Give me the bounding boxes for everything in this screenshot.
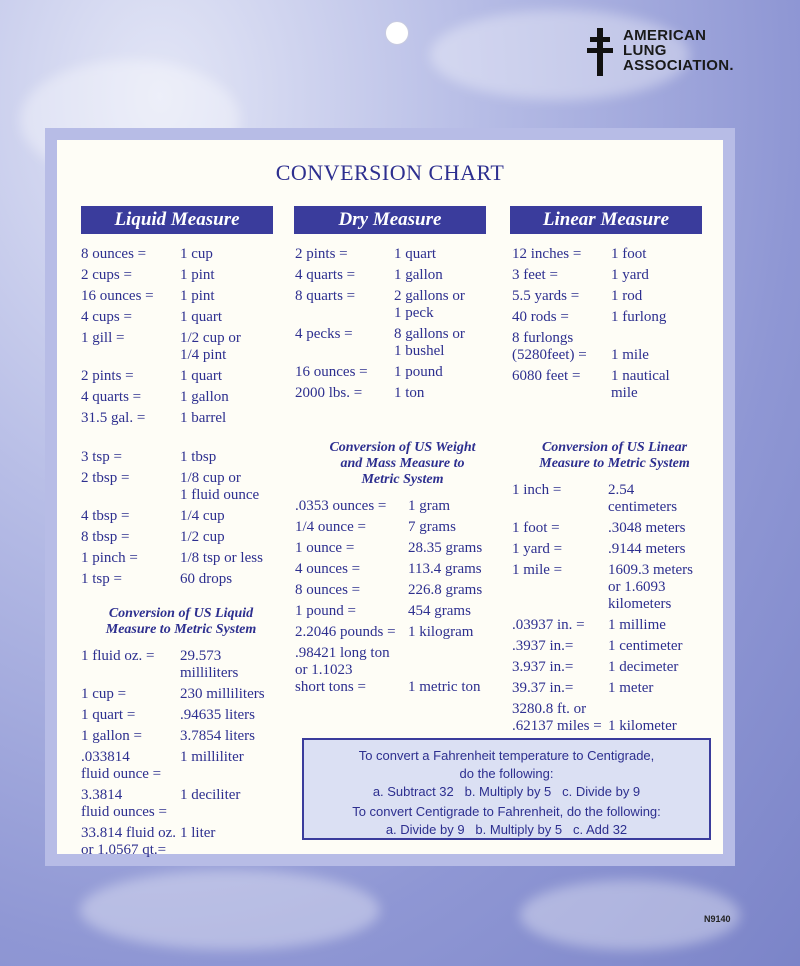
conversion-row xyxy=(81,787,281,821)
to-unit: 1 quart xyxy=(394,246,437,262)
conversion-row xyxy=(295,540,510,557)
conversion-row xyxy=(81,368,281,385)
conversion-row xyxy=(81,309,281,326)
liquid-basic-list xyxy=(81,246,281,427)
from-unit: 1 mile = xyxy=(512,562,563,578)
liquid-metric-list xyxy=(81,648,281,859)
from-unit: 1 foot = xyxy=(512,520,560,536)
linear-basic-list xyxy=(512,246,717,402)
from-unit: .0353 ounces = xyxy=(295,498,387,514)
conversion-row xyxy=(81,246,281,263)
to-unit: 29.573 milliliters xyxy=(180,648,239,681)
from-unit: 2.2046 pounds = xyxy=(295,624,396,640)
to-unit: 1 kilometer xyxy=(608,718,677,734)
conversion-row xyxy=(295,603,510,620)
logo-line-2: LUNG xyxy=(623,42,667,59)
to-unit: 1 mile xyxy=(611,347,649,363)
from-unit: .3937 in.= xyxy=(512,638,574,654)
from-unit: 8 furlongs (5280feet) = xyxy=(512,330,587,363)
to-unit: 1 gallon xyxy=(394,267,443,283)
from-unit: 3.3814 fluid ounces = xyxy=(81,787,167,820)
from-unit: 16 ounces = xyxy=(295,364,368,380)
from-unit: 8 ounces = xyxy=(81,246,147,262)
to-unit: 1/4 cup xyxy=(180,508,225,524)
to-unit: 1 pint xyxy=(180,288,215,304)
to-unit: 1 deciliter xyxy=(180,787,241,803)
dry-basic-list xyxy=(295,246,510,402)
chart-title: CONVERSION CHART xyxy=(275,160,505,185)
form-code: N9140 xyxy=(704,914,731,924)
to-unit: 1 pint xyxy=(180,267,215,283)
to-unit: 454 grams xyxy=(408,603,471,619)
from-unit: 39.37 in.= xyxy=(512,680,574,696)
to-unit: 1 furlong xyxy=(611,309,667,325)
conversion-row xyxy=(295,624,510,641)
temp-line-4: To convert Centigrade to Fahrenheit, do the following: xyxy=(352,804,661,819)
to-unit: 28.35 grams xyxy=(408,540,483,556)
from-unit: 1 cup = xyxy=(81,686,127,702)
to-unit: 1 meter xyxy=(608,680,654,696)
from-unit: .98421 long ton or 1.1023 short tons = xyxy=(295,645,390,695)
conversion-row xyxy=(512,246,717,263)
to-unit: 1/2 cup xyxy=(180,529,225,545)
from-unit: 33.814 fluid oz. or 1.0567 qt.= xyxy=(81,825,176,858)
from-unit: 2 pints = xyxy=(295,246,348,262)
conversion-row xyxy=(512,288,717,305)
conversion-row xyxy=(81,686,281,703)
to-unit: 60 drops xyxy=(180,571,233,587)
conversion-row xyxy=(295,267,510,284)
from-unit: 1 quart = xyxy=(81,707,136,723)
to-unit: 1 quart xyxy=(180,309,223,325)
conversion-row xyxy=(512,309,717,326)
from-unit: 1 pound = xyxy=(295,603,356,619)
to-unit: 1 nautical mile xyxy=(611,368,670,401)
logo-text xyxy=(623,28,734,73)
conversion-row xyxy=(512,680,717,697)
to-unit: 1/2 cup or 1/4 pint xyxy=(180,330,241,363)
conversion-row xyxy=(81,267,281,284)
temp-line-3: a. Subtract 32 b. Multiply by 5 c. Divide by 9 xyxy=(372,784,641,799)
from-unit: 2000 lbs. = xyxy=(295,385,363,401)
conversion-row xyxy=(81,571,281,588)
from-unit: 4 tbsp = xyxy=(81,508,130,524)
from-unit: 8 ounces = xyxy=(295,582,361,598)
conversion-row xyxy=(81,449,281,466)
conversion-row xyxy=(295,519,510,536)
linear-measure-header: Linear Measure xyxy=(510,206,702,234)
conversion-row xyxy=(512,638,717,655)
conversion-row xyxy=(512,617,717,634)
from-unit: 8 quarts = xyxy=(295,288,356,304)
conversion-row xyxy=(81,288,281,305)
logo-line-1: AMERICAN xyxy=(623,27,707,44)
to-unit: 1 liter xyxy=(180,825,216,841)
dry-measure-header: Dry Measure xyxy=(294,206,486,234)
temp-line-2: do the following: xyxy=(459,766,554,781)
conversion-row xyxy=(512,562,717,613)
to-unit: 1 milliliter xyxy=(180,749,244,765)
conversion-row xyxy=(81,749,281,783)
conversion-row xyxy=(295,561,510,578)
to-unit: 2 gallons or 1 peck xyxy=(394,288,465,321)
card-inner xyxy=(57,140,723,858)
to-unit: 1 cup xyxy=(180,246,213,262)
liquid-column xyxy=(81,246,281,863)
conversion-row xyxy=(81,550,281,567)
conversion-row xyxy=(512,520,717,537)
conversion-row xyxy=(512,701,717,735)
to-unit: 1 pound xyxy=(394,364,443,380)
conversion-row xyxy=(512,330,717,364)
liquid-measure-header: Liquid Measure xyxy=(81,206,273,234)
double-cross-icon xyxy=(587,28,613,76)
conversion-row xyxy=(295,364,510,381)
from-unit: 1 fluid oz. = xyxy=(81,648,155,664)
from-unit: .03937 in. = xyxy=(512,617,585,633)
conversion-row xyxy=(512,267,717,284)
conversion-row xyxy=(512,541,717,558)
from-unit: 4 quarts = xyxy=(295,267,356,283)
from-unit: 1 pinch = xyxy=(81,550,138,566)
conversion-row xyxy=(295,385,510,402)
to-unit: 1 kilogram xyxy=(408,624,474,640)
to-unit: 113.4 grams xyxy=(408,561,482,577)
from-unit: 5.5 yards = xyxy=(512,288,580,304)
to-unit: 230 milliliters xyxy=(180,686,265,702)
weight-metric-list xyxy=(295,498,510,696)
from-unit: 6080 feet = xyxy=(512,368,581,384)
to-unit: 1 gram xyxy=(408,498,451,514)
from-unit: 8 tbsp = xyxy=(81,529,130,545)
to-unit: 1 tbsp xyxy=(180,449,217,465)
from-unit: 4 pecks = xyxy=(295,326,353,342)
liquid-spoon-list xyxy=(81,449,281,588)
from-unit: 3 tsp = xyxy=(81,449,122,465)
to-unit: 3.7854 liters xyxy=(180,728,255,744)
conversion-row xyxy=(295,288,510,322)
conversion-row xyxy=(295,498,510,515)
from-unit: 12 inches = xyxy=(512,246,582,262)
conversion-row xyxy=(512,482,717,516)
from-unit: 31.5 gal. = xyxy=(81,410,146,426)
to-unit: 1 gallon xyxy=(180,389,229,405)
conversion-row xyxy=(81,825,281,859)
to-unit: 7 grams xyxy=(408,519,456,535)
linear-column xyxy=(512,246,717,739)
from-unit: 3280.8 ft. or .62137 miles = xyxy=(512,701,602,734)
to-unit: 226.8 grams xyxy=(408,582,483,598)
to-unit: 1 metric ton xyxy=(408,679,481,695)
from-unit: 1 gill = xyxy=(81,330,125,346)
linear-metric-subheading: Conversion of US Linear Measure to Metric System xyxy=(539,440,690,471)
from-unit: 4 quarts = xyxy=(81,389,142,405)
conversion-row xyxy=(295,246,510,263)
from-unit: 1/4 ounce = xyxy=(295,519,366,535)
punch-hole xyxy=(385,21,409,45)
conversion-row xyxy=(81,389,281,406)
to-unit: 1 rod xyxy=(611,288,643,304)
temp-line-5: a. Divide by 9 b. Multiply by 5 c. Add 32 xyxy=(385,822,628,837)
linear-metric-list xyxy=(512,482,717,735)
to-unit: 1 yard xyxy=(611,267,649,283)
to-unit: 1 millime xyxy=(608,617,666,633)
conversion-row xyxy=(295,582,510,599)
from-unit: 3.937 in.= xyxy=(512,659,574,675)
from-unit: 16 ounces = xyxy=(81,288,154,304)
to-unit: 2.54 centimeters xyxy=(608,482,678,515)
from-unit: 1 gallon = xyxy=(81,728,142,744)
from-unit: 1 tsp = xyxy=(81,571,122,587)
from-unit: 1 yard = xyxy=(512,541,563,557)
to-unit: 1 centimeter xyxy=(608,638,683,654)
liquid-metric-subheading: Conversion of US Liquid Measure to Metric System xyxy=(105,606,257,637)
to-unit: 1 decimeter xyxy=(608,659,679,675)
conversion-chart-card xyxy=(45,128,735,866)
conversion-row xyxy=(81,648,281,682)
from-unit: 3 feet = xyxy=(512,267,558,283)
to-unit: 1 barrel xyxy=(180,410,227,426)
from-unit: .033814 fluid ounce = xyxy=(81,749,162,782)
conversion-row xyxy=(81,529,281,546)
conversion-row xyxy=(295,326,510,360)
temp-line-1: To convert a Fahrenheit temperature to Centigrade, xyxy=(358,748,655,763)
to-unit: 1/8 tsp or less xyxy=(180,550,263,566)
logo-line-3: ASSOCIATION. xyxy=(623,57,734,74)
to-unit: 1 foot xyxy=(611,246,647,262)
conversion-row xyxy=(81,330,281,364)
to-unit: 8 gallons or 1 bushel xyxy=(394,326,465,359)
from-unit: 2 cups = xyxy=(81,267,132,283)
to-unit: .3048 meters xyxy=(608,520,686,536)
conversion-row xyxy=(512,659,717,676)
to-unit: 1 ton xyxy=(394,385,425,401)
american-lung-association-logo xyxy=(587,28,734,76)
conversion-row xyxy=(81,470,281,504)
dry-column xyxy=(295,246,510,700)
conversion-row xyxy=(81,508,281,525)
to-unit: 1/8 cup or 1 fluid ounce xyxy=(180,470,260,503)
conversion-row xyxy=(512,368,717,402)
temperature-conversion-box xyxy=(302,738,711,840)
from-unit: 1 inch = xyxy=(512,482,562,498)
from-unit: 4 ounces = xyxy=(295,561,361,577)
from-unit: 2 pints = xyxy=(81,368,134,384)
conversion-row xyxy=(81,707,281,724)
conversion-row xyxy=(81,728,281,745)
conversion-row xyxy=(81,410,281,427)
from-unit: 2 tbsp = xyxy=(81,470,130,486)
weight-metric-subheading: Conversion of US Weight and Mass Measure to Metric System xyxy=(329,440,476,487)
to-unit: .94635 liters xyxy=(180,707,255,723)
from-unit: 4 cups = xyxy=(81,309,132,325)
to-unit: .9144 meters xyxy=(608,541,686,557)
conversion-row xyxy=(295,645,510,696)
to-unit: 1609.3 meters or 1.6093 kilometers xyxy=(608,562,693,612)
from-unit: 1 ounce = xyxy=(295,540,355,556)
from-unit: 40 rods = xyxy=(512,309,569,325)
to-unit: 1 quart xyxy=(180,368,223,384)
